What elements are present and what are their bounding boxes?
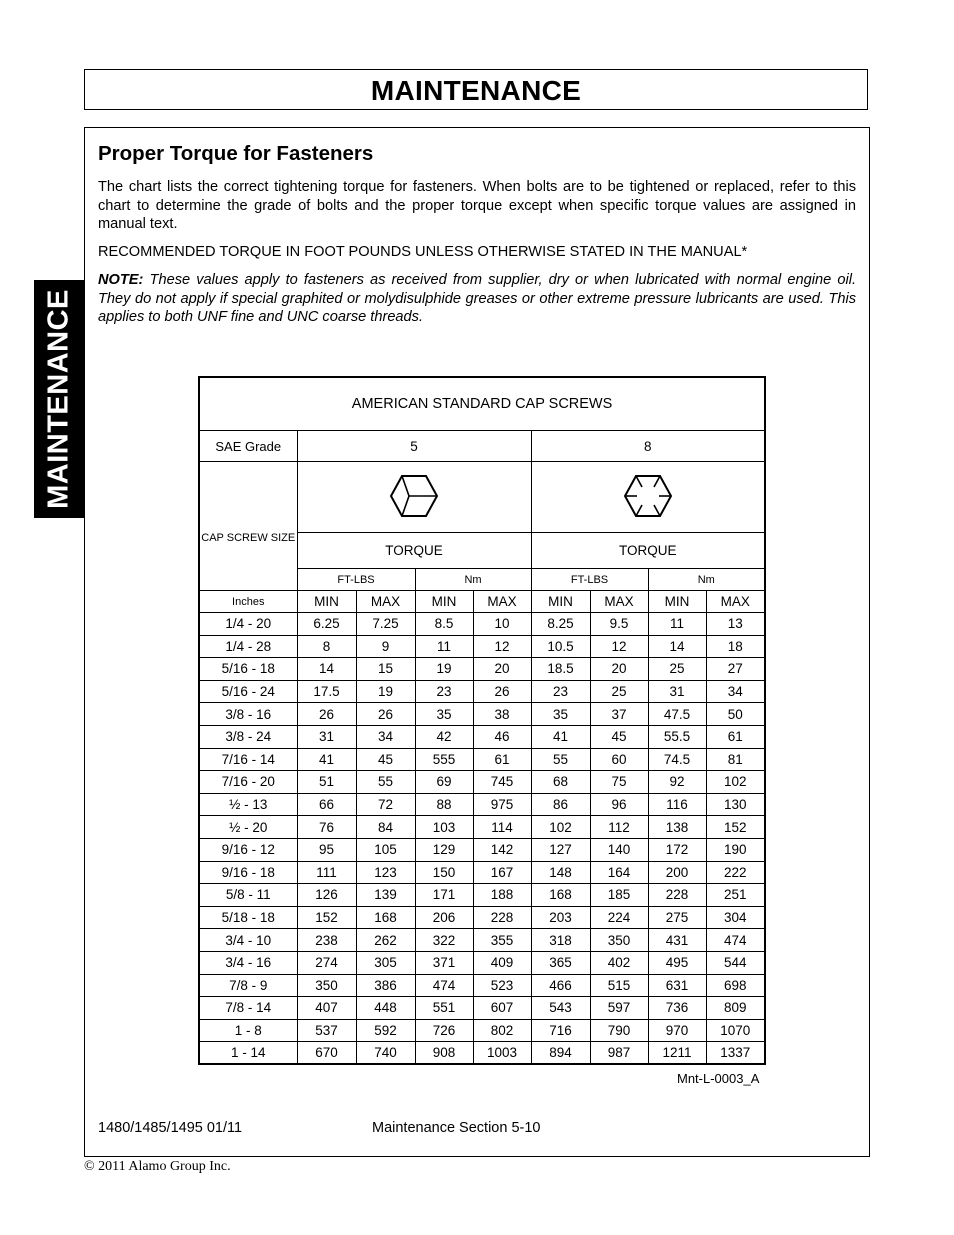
torque-value-cell: 55.5	[648, 725, 706, 748]
torque-value-cell: 139	[356, 884, 415, 907]
torque-value-cell: 75	[590, 771, 648, 794]
torque-value-cell: 224	[590, 906, 648, 929]
torque-value-cell: 726	[415, 1019, 473, 1042]
torque-value-cell: 607	[473, 997, 531, 1020]
note-paragraph	[98, 271, 856, 327]
cap-screw-size-cell: 7/8 - 14	[199, 997, 297, 1020]
torque-value-cell: 466	[531, 974, 590, 997]
torque-value-cell: 304	[706, 906, 765, 929]
torque-value-cell: 142	[473, 838, 531, 861]
cap-screw-size-cell: ½ - 13	[199, 793, 297, 816]
min-label: MIN	[415, 591, 473, 613]
torque-value-cell: 138	[648, 816, 706, 839]
hex-head-6-marks-icon	[623, 474, 673, 518]
cap-screw-size-cell: 7/16 - 20	[199, 771, 297, 794]
torque-value-cell: 631	[648, 974, 706, 997]
torque-value-cell: 112	[590, 816, 648, 839]
copyright: © 2011 Alamo Group Inc.	[84, 1159, 231, 1174]
torque-value-cell: 23	[415, 680, 473, 703]
torque-value-cell: 790	[590, 1019, 648, 1042]
torque-value-cell: 8.25	[531, 613, 590, 636]
torque-value-cell: 355	[473, 929, 531, 952]
torque-value-cell: 407	[297, 997, 356, 1020]
torque-value-cell: 9.5	[590, 613, 648, 636]
sae-grade-label: SAE Grade	[199, 431, 297, 462]
torque-value-cell: 26	[356, 703, 415, 726]
torque-value-cell: 55	[356, 771, 415, 794]
grade-8: 8	[531, 431, 765, 462]
torque-value-cell: 66	[297, 793, 356, 816]
torque-value-cell: 171	[415, 884, 473, 907]
torque-value-cell: 95	[297, 838, 356, 861]
torque-label-8: TORQUE	[531, 533, 765, 569]
torque-value-cell: 275	[648, 906, 706, 929]
min-max-header-row	[199, 591, 765, 613]
torque-value-cell: 88	[415, 793, 473, 816]
torque-value-cell: 35	[531, 703, 590, 726]
cap-screw-size-label: CAP SCREW SIZE	[199, 462, 297, 591]
torque-value-cell: 105	[356, 838, 415, 861]
recommended-text: RECOMMENDED TORQUE IN FOOT POUNDS UNLESS OTHERWISE STATED IN THE MANUAL*	[98, 244, 748, 260]
torque-value-cell: 50	[706, 703, 765, 726]
torque-value-cell: 322	[415, 929, 473, 952]
torque-value-cell: 8	[297, 635, 356, 658]
hex-head-3-marks-icon	[389, 474, 439, 518]
torque-value-cell: 37	[590, 703, 648, 726]
torque-value-cell: 25	[648, 658, 706, 681]
torque-value-cell: 592	[356, 1019, 415, 1042]
grade-5: 5	[297, 431, 531, 462]
unit-nm-5: Nm	[415, 569, 531, 591]
intro-paragraph: The chart lists the correct tightening torque for fasteners. When bolts are to be tightened or replaced, refer to this chart to determine the grade of bolts and the proper torque except when specific torque values are assigned in manual text.	[98, 179, 856, 232]
torque-value-cell: 72	[356, 793, 415, 816]
torque-value-cell: 894	[531, 1042, 590, 1065]
torque-value-cell: 126	[297, 884, 356, 907]
torque-value-cell: 809	[706, 997, 765, 1020]
torque-value-cell: 103	[415, 816, 473, 839]
torque-value-cell: 11	[415, 635, 473, 658]
torque-value-cell: 262	[356, 929, 415, 952]
max-label: MAX	[706, 591, 765, 613]
page-header	[84, 69, 868, 110]
torque-value-cell: 41	[297, 748, 356, 771]
torque-value-cell: 167	[473, 861, 531, 884]
table-row	[199, 1019, 765, 1042]
torque-value-cell: 350	[590, 929, 648, 952]
unit-ftlbs-5: FT-LBS	[297, 569, 415, 591]
torque-value-cell: 31	[297, 725, 356, 748]
inches-label: Inches	[199, 591, 297, 613]
torque-value-cell: 74.5	[648, 748, 706, 771]
torque-value-cell: 26	[297, 703, 356, 726]
torque-value-cell: 26	[473, 680, 531, 703]
torque-value-cell: 45	[356, 748, 415, 771]
cap-screw-size-cell: 7/16 - 14	[199, 748, 297, 771]
table-row	[199, 884, 765, 907]
cap-screw-size-cell: 1/4 - 20	[199, 613, 297, 636]
torque-value-cell: 51	[297, 771, 356, 794]
side-tab	[34, 280, 84, 518]
torque-value-cell: 350	[297, 974, 356, 997]
table-row	[199, 748, 765, 771]
torque-value-cell: 190	[706, 838, 765, 861]
torque-value-cell: 150	[415, 861, 473, 884]
torque-value-cell: 45	[590, 725, 648, 748]
torque-value-cell: 38	[473, 703, 531, 726]
torque-value-cell: 6.25	[297, 613, 356, 636]
cap-screw-size-cell: 5/16 - 24	[199, 680, 297, 703]
torque-value-cell: 495	[648, 951, 706, 974]
torque-value-cell: 8.5	[415, 613, 473, 636]
torque-value-cell: 14	[297, 658, 356, 681]
min-label: MIN	[531, 591, 590, 613]
cap-screw-size-cell: 7/8 - 9	[199, 974, 297, 997]
table-row	[199, 861, 765, 884]
reference-code: Mnt-L-0003_A	[677, 1071, 760, 1086]
torque-value-cell: 123	[356, 861, 415, 884]
torque-value-cell: 14	[648, 635, 706, 658]
torque-value-cell: 69	[415, 771, 473, 794]
torque-value-cell: 127	[531, 838, 590, 861]
cap-screw-size-cell: 3/4 - 16	[199, 951, 297, 974]
torque-value-cell: 17.5	[297, 680, 356, 703]
torque-value-cell: 148	[531, 861, 590, 884]
grade-8-bolt-head-icon	[531, 462, 765, 533]
note-text: These values apply to fasteners as received from supplier, dry or when lubricated with normal engine oil. They do not apply if special graphited or molydisulphide greases or other extreme pressure lubricants are used. This applies to both UNF fine and UNC coarse threads.	[98, 272, 857, 325]
table-row	[199, 658, 765, 681]
torque-value-cell: 7.25	[356, 613, 415, 636]
torque-value-cell: 228	[648, 884, 706, 907]
torque-value-cell: 431	[648, 929, 706, 952]
torque-label-5: TORQUE	[297, 533, 531, 569]
torque-value-cell: 172	[648, 838, 706, 861]
torque-value-cell: 34	[356, 725, 415, 748]
torque-value-cell: 402	[590, 951, 648, 974]
torque-value-cell: 102	[531, 816, 590, 839]
torque-value-cell: 474	[706, 929, 765, 952]
footer-section: Maintenance Section 5-10	[372, 1120, 541, 1136]
torque-value-cell: 537	[297, 1019, 356, 1042]
torque-value-cell: 130	[706, 793, 765, 816]
cap-screw-size-cell: 9/16 - 18	[199, 861, 297, 884]
torque-value-cell: 1337	[706, 1042, 765, 1065]
torque-value-cell: 41	[531, 725, 590, 748]
torque-value-cell: 670	[297, 1042, 356, 1065]
torque-value-cell: 61	[706, 725, 765, 748]
section-title: Proper Torque for Fasteners	[98, 142, 374, 165]
torque-value-cell: 698	[706, 974, 765, 997]
torque-value-cell: 544	[706, 951, 765, 974]
torque-value-cell: 20	[473, 658, 531, 681]
torque-value-cell: 736	[648, 997, 706, 1020]
torque-value-cell: 740	[356, 1042, 415, 1065]
cap-screw-size-cell: 1/4 - 28	[199, 635, 297, 658]
side-tab-label: MAINTENANCE	[42, 289, 75, 509]
cap-screw-size-cell: ½ - 20	[199, 816, 297, 839]
torque-value-cell: 19	[415, 658, 473, 681]
table-row	[199, 974, 765, 997]
torque-value-cell: 47.5	[648, 703, 706, 726]
torque-value-cell: 206	[415, 906, 473, 929]
torque-value-cell: 11	[648, 613, 706, 636]
torque-value-cell: 474	[415, 974, 473, 997]
torque-value-cell: 102	[706, 771, 765, 794]
torque-value-cell: 15	[356, 658, 415, 681]
torque-value-cell: 42	[415, 725, 473, 748]
table-row	[199, 793, 765, 816]
torque-value-cell: 1003	[473, 1042, 531, 1065]
torque-value-cell: 111	[297, 861, 356, 884]
torque-value-cell: 203	[531, 906, 590, 929]
torque-value-cell: 228	[473, 906, 531, 929]
torque-value-cell: 68	[531, 771, 590, 794]
torque-value-cell: 274	[297, 951, 356, 974]
table-row	[199, 951, 765, 974]
cap-screw-size-cell: 3/8 - 16	[199, 703, 297, 726]
torque-value-cell: 84	[356, 816, 415, 839]
torque-value-cell: 12	[473, 635, 531, 658]
torque-value-cell: 27	[706, 658, 765, 681]
torque-value-cell: 46	[473, 725, 531, 748]
torque-value-cell: 168	[356, 906, 415, 929]
table-row	[199, 703, 765, 726]
torque-value-cell: 140	[590, 838, 648, 861]
torque-value-cell: 34	[706, 680, 765, 703]
torque-value-cell: 55	[531, 748, 590, 771]
torque-value-cell: 92	[648, 771, 706, 794]
torque-value-cell: 1070	[706, 1019, 765, 1042]
torque-value-cell: 200	[648, 861, 706, 884]
torque-value-cell: 76	[297, 816, 356, 839]
torque-value-cell: 970	[648, 1019, 706, 1042]
torque-value-cell: 251	[706, 884, 765, 907]
table-row	[199, 725, 765, 748]
torque-value-cell: 555	[415, 748, 473, 771]
torque-value-cell: 61	[473, 748, 531, 771]
torque-value-cell: 96	[590, 793, 648, 816]
torque-value-cell: 31	[648, 680, 706, 703]
torque-value-cell: 81	[706, 748, 765, 771]
torque-value-cell: 802	[473, 1019, 531, 1042]
torque-value-cell: 18	[706, 635, 765, 658]
torque-value-cell: 597	[590, 997, 648, 1020]
table-row	[199, 771, 765, 794]
torque-value-cell: 10	[473, 613, 531, 636]
torque-value-cell: 523	[473, 974, 531, 997]
torque-value-cell: 222	[706, 861, 765, 884]
table-row	[199, 816, 765, 839]
torque-value-cell: 19	[356, 680, 415, 703]
cap-screw-size-cell: 3/8 - 24	[199, 725, 297, 748]
cap-screw-size-cell: 5/16 - 18	[199, 658, 297, 681]
torque-value-cell: 152	[297, 906, 356, 929]
torque-value-cell: 25	[590, 680, 648, 703]
torque-value-cell: 10.5	[531, 635, 590, 658]
torque-value-cell: 908	[415, 1042, 473, 1065]
torque-value-cell: 35	[415, 703, 473, 726]
torque-value-cell: 168	[531, 884, 590, 907]
cap-screw-size-cell: 9/16 - 12	[199, 838, 297, 861]
max-label: MAX	[590, 591, 648, 613]
cap-screw-size-cell: 1 - 14	[199, 1042, 297, 1065]
torque-value-cell: 23	[531, 680, 590, 703]
cap-screw-size-cell: 5/8 - 11	[199, 884, 297, 907]
torque-value-cell: 60	[590, 748, 648, 771]
torque-value-cell: 114	[473, 816, 531, 839]
torque-value-cell: 188	[473, 884, 531, 907]
torque-value-cell: 305	[356, 951, 415, 974]
torque-value-cell: 386	[356, 974, 415, 997]
table-row	[199, 929, 765, 952]
torque-value-cell: 9	[356, 635, 415, 658]
max-label: MAX	[356, 591, 415, 613]
cap-screw-size-cell: 5/18 - 18	[199, 906, 297, 929]
torque-value-cell: 152	[706, 816, 765, 839]
torque-value-cell: 987	[590, 1042, 648, 1065]
torque-value-cell: 318	[531, 929, 590, 952]
torque-value-cell: 86	[531, 793, 590, 816]
note-label: NOTE:	[98, 272, 144, 288]
torque-value-cell: 1211	[648, 1042, 706, 1065]
table-row	[199, 906, 765, 929]
table-title: AMERICAN STANDARD CAP SCREWS	[199, 377, 765, 431]
table-row	[199, 613, 765, 636]
max-label: MAX	[473, 591, 531, 613]
table-row	[199, 1042, 765, 1065]
cap-screw-size-cell: 1 - 8	[199, 1019, 297, 1042]
torque-value-cell: 13	[706, 613, 765, 636]
table-row	[199, 838, 765, 861]
torque-value-cell: 18.5	[531, 658, 590, 681]
min-label: MIN	[297, 591, 356, 613]
torque-value-cell: 745	[473, 771, 531, 794]
torque-value-cell: 716	[531, 1019, 590, 1042]
unit-ftlbs-8: FT-LBS	[531, 569, 648, 591]
torque-value-cell: 975	[473, 793, 531, 816]
header-title: MAINTENANCE	[370, 75, 582, 106]
torque-table	[198, 376, 766, 1065]
cap-screw-size-cell: 3/4 - 10	[199, 929, 297, 952]
torque-value-cell: 129	[415, 838, 473, 861]
table-row	[199, 997, 765, 1020]
min-label: MIN	[648, 591, 706, 613]
torque-value-cell: 371	[415, 951, 473, 974]
torque-value-cell: 515	[590, 974, 648, 997]
unit-nm-8: Nm	[648, 569, 765, 591]
torque-value-cell: 365	[531, 951, 590, 974]
table-row	[199, 635, 765, 658]
torque-value-cell: 238	[297, 929, 356, 952]
grade-5-bolt-head-icon	[297, 462, 531, 533]
torque-value-cell: 12	[590, 635, 648, 658]
torque-value-cell: 543	[531, 997, 590, 1020]
torque-value-cell: 185	[590, 884, 648, 907]
torque-value-cell: 164	[590, 861, 648, 884]
torque-value-cell: 116	[648, 793, 706, 816]
table-row	[199, 680, 765, 703]
footer-models: 1480/1485/1495 01/11	[98, 1120, 243, 1136]
torque-value-cell: 448	[356, 997, 415, 1020]
torque-value-cell: 551	[415, 997, 473, 1020]
torque-value-cell: 20	[590, 658, 648, 681]
torque-value-cell: 409	[473, 951, 531, 974]
